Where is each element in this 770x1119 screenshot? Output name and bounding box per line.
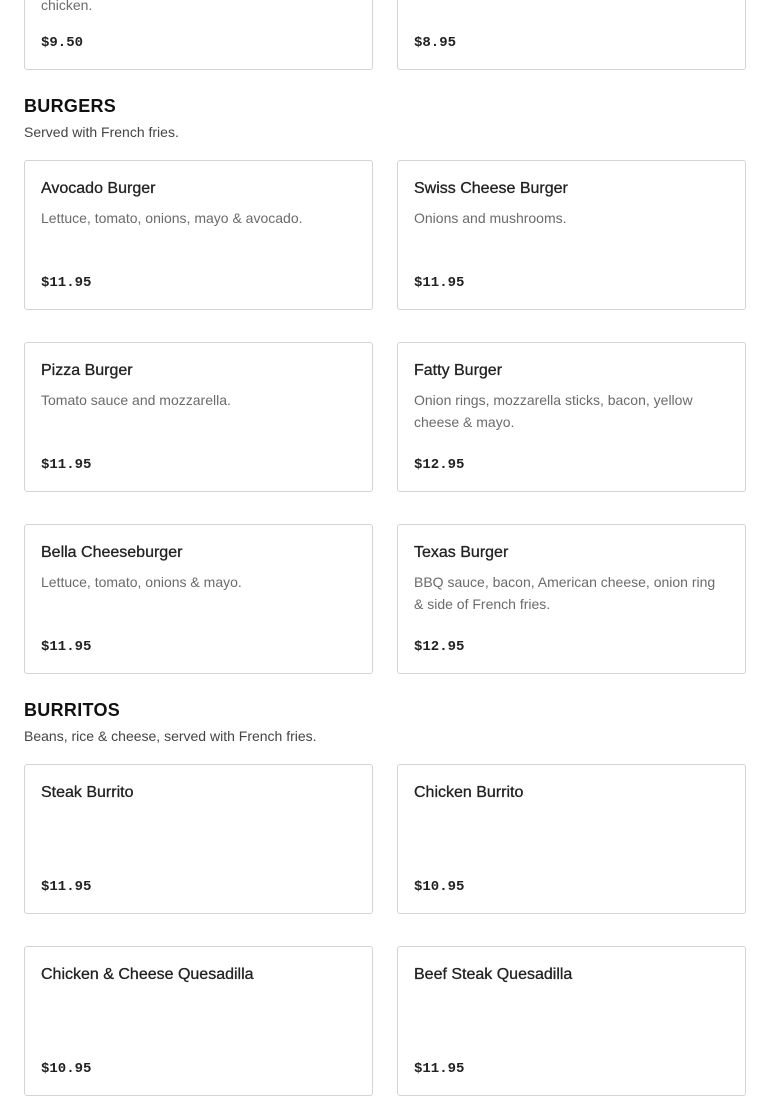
menu-item-price: $10.95: [41, 1061, 92, 1077]
section-subtitle-burritos: Beans, rice & cheese, served with French fries.: [24, 728, 317, 744]
menu-item-card[interactable]: [397, 946, 746, 1096]
menu-item-card[interactable]: [24, 160, 373, 310]
menu-item-description: Onions and mushrooms.: [414, 210, 567, 226]
menu-item-card[interactable]: [24, 0, 373, 70]
menu-item-description: Onion rings, mozzarella sticks, bacon, yellow cheese & mayo.: [414, 392, 693, 430]
menu-item-card[interactable]: [397, 0, 746, 70]
menu-item-description: BBQ sauce, bacon, American cheese, onion ring & side of French fries.: [414, 574, 716, 612]
menu-item-name: Chicken & Cheese Quesadilla: [41, 966, 254, 983]
menu-item-price: $11.95: [414, 1061, 465, 1077]
menu-item-description: Lettuce, tomato, onions & mayo.: [41, 574, 242, 590]
menu-item-description: Lettuce, tomato, onions, mayo & avocado.: [41, 210, 303, 226]
menu-item-card[interactable]: [397, 764, 746, 914]
menu-item-price: $11.95: [414, 275, 465, 291]
menu-item-card[interactable]: [24, 342, 373, 492]
section-subtitle-burgers: Served with French fries.: [24, 124, 179, 140]
section-title-burgers: BURGERS: [24, 96, 117, 116]
menu-item-name: Chicken Burrito: [414, 784, 524, 801]
menu-item-description: Tomato sauce and mozzarella.: [41, 392, 231, 408]
section-title-burritos: BURRITOS: [24, 700, 121, 720]
menu-item-card[interactable]: [24, 524, 373, 674]
menu-item-card[interactable]: [24, 946, 373, 1096]
menu-item-name: Steak Burrito: [41, 784, 134, 801]
menu-item-price: $8.95: [414, 35, 457, 51]
menu-item-card[interactable]: [397, 160, 746, 310]
menu-item-price: $10.95: [414, 879, 465, 895]
menu-item-price: $11.95: [41, 639, 92, 655]
menu-item-price: $11.95: [41, 879, 92, 895]
menu-item-price: $11.95: [41, 275, 92, 291]
menu-item-card[interactable]: [397, 342, 746, 492]
menu-item-price: $9.50: [41, 35, 84, 51]
menu-item-name: Beef Steak Quesadilla: [414, 966, 573, 983]
menu-item-name: Avocado Burger: [41, 180, 156, 197]
menu-item-name: Pizza Burger: [41, 362, 133, 379]
menu-item-name: Swiss Cheese Burger: [414, 180, 568, 197]
menu-item-card[interactable]: [397, 524, 746, 674]
menu-item-price: $12.95: [414, 639, 465, 655]
menu-item-description: chicken.: [41, 0, 93, 13]
menu-item-name: Fatty Burger: [414, 362, 503, 379]
menu-item-price: $11.95: [41, 457, 92, 473]
menu-item-card[interactable]: [24, 764, 373, 914]
menu-item-name: Texas Burger: [414, 544, 509, 561]
menu-item-name: Bella Cheeseburger: [41, 544, 183, 561]
menu-item-price: $12.95: [414, 457, 465, 473]
